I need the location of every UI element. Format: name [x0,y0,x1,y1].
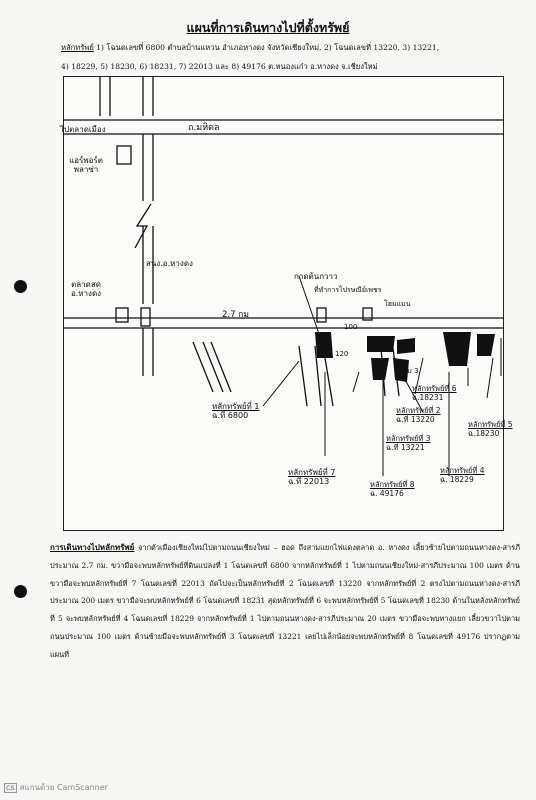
district-office-marker [141,308,150,326]
label-dist-3km: กม 3 [403,367,419,375]
lot-2-shape [397,338,415,354]
label-dist-120: 120 [335,350,349,358]
label-main-road: ถ.มหิดล [188,123,220,133]
label-distance-main: 2.7 กม [222,310,249,320]
label-temple: กาดต้นกวาว [294,272,338,281]
label-market: ไปตลาดเมือง [60,125,106,134]
label-lot-4: หลักทรัพย์ที่ 4 ฉ. 18229 [440,466,485,484]
label-lot-1: หลักทรัพย์ที่ 1 ฉ.ที่ 6800 [212,402,260,420]
punch-hole-top [14,280,27,293]
lot-4-shape [477,334,495,356]
scanner-watermark [4,781,108,794]
header-line-1 [61,43,439,53]
route-map [63,76,504,531]
camscanner-logo: CS [6,784,15,792]
label-hangdong-market: ตลาดสด อ.หางดง [70,280,102,298]
label-lot-6: หลักทรัพย์ที่ 6 ฉ.18231 [412,384,457,402]
label-airport-plaza: แอร์พอร์ต พลาซ่า [69,156,103,174]
label-lot-5: หลักทรัพย์ที่ 5 ฉ.18230 [468,420,513,438]
header-collateral-label: หลักทรัพย์ [61,43,94,52]
header-line-2: 4) 18229, 5) 18230, 6) 18231, 7) 22013 และ 8) 49176 ต.หนองแก๋ว อ.หางดง จ.เชียงใหม่ [61,62,378,71]
label-lot-2: หลักทรัพย์ที่ 2 ฉ.ที่ 13220 [396,406,441,424]
market-marker [116,308,128,322]
punch-hole-bottom [14,585,27,598]
header-line-1-text: 1) โฉนดเลขที่ 6800 ตำบลบ้านแหวน อำเภอหางดง จังหวัดเชียงใหม่, 2) โฉนดเลขที่ 13220, 3) 13221, [96,43,440,52]
airport-plaza-marker [117,146,131,164]
lot-1-shape [315,332,333,358]
label-lot-8: หลักทรัพย์ที่ 8 ฉ. 49176 [370,480,415,498]
label-district-office: สนง.อ.หางดง [146,259,193,268]
description-heading: การเดินทางไปหลักทรัพย์ [50,542,135,552]
label-lot-3: หลักทรัพย์ที่ 3 ฉ.ที่ 13221 [386,434,431,452]
lot-3-shape [371,358,389,380]
route-description [50,539,520,664]
scanner-text: สแกนด้วย CamScanner [19,783,108,792]
page-title: แผนที่การเดินทางไปที่ตั้งทรัพย์ [186,20,350,35]
lot-5-shape [443,332,471,366]
label-hotel: โฮมแมน [384,300,411,308]
label-post-office: ที่ทำการไปรษณีย์เพชร [314,286,382,294]
lot-6-shape [367,336,395,352]
label-dist-100: 100 [344,323,358,331]
label-lot-7: หลักทรัพย์ที่ 7 ฉ.ที่ 22013 [288,468,336,486]
description-body: จากตัวเมืองเชียงใหม่ไปตามถนนเชียงใหม่ – ฮอด ถึงสามแยกไฟแดงตลาด อ. หางดง เลี้ยวซ้ายไปตามถนนหางดง-สารภี ประมาณ 2.7 กม. ขวามือจะพบหลักทรัพย์ที่ดินแปลงที่ 1 โฉนดเลขที่ 6800 จากหลักทรัพย์ที่ 1 ไปตามถนนเชียงใหม่-สารภีประมาณ 100 เมตร ด้านขวามือจะพบหลักทรัพย์ที่ 7 โฉนดเลขที่ 22013 ถัดไปจะเป็นหลักทรัพย์ที่ 2 โฉนดเลขที่ 13220 จากหลักทรัพย์ที่ 2 ตรงไปตามถนนหางดง-สารภี ประมาณ 200 เมตร ขวามือจะพบหลักทรัพย์ที่ 6 โฉนดเลขที่ 18231 สุดหลักทรัพย์ที่ 6 จะพบหลักทรัพย์ที่ 5 โฉนดเลขที่ 18230 ด้านในหลังหลักทรัพย์ที่ 5 จะพบหลักทรัพย์ที่ 4 โฉนดเลขที่ 18229 จากหลักทรัพย์ที่ 1 ไปตามถนนหางดง-สารภีประมาณ 20 เมตร ขวามือจะพบทางแยก เลี้ยวขวาไปตามถนนประมาณ 100 เมตร ด้านซ้ายมือจะพบหลักทรัพย์ที่ 3 โฉนดเลขที่ 13221 เลยไปเล็กน้อยจะพบหลักทรัพย์ที่ 8 โฉนดเลขที่ 49176 ปรากฏตามแผนที่ [50,543,520,659]
post-office-marker [317,308,326,322]
